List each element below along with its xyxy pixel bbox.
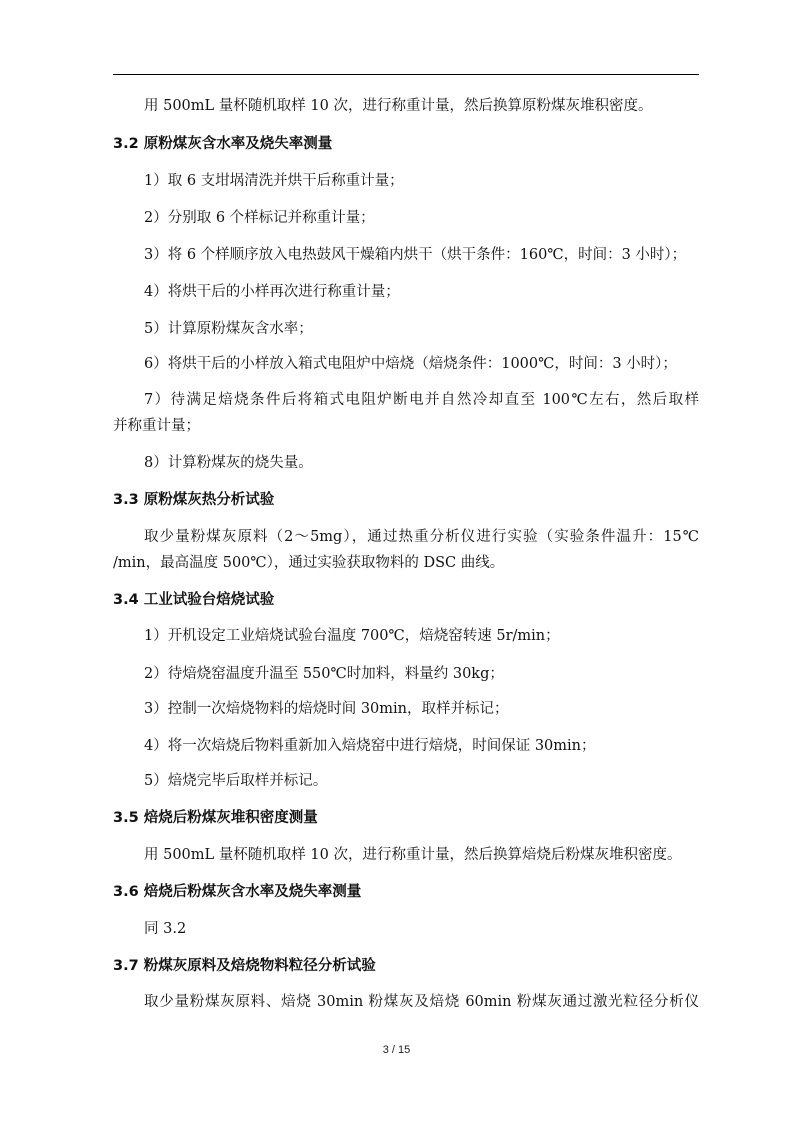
section-heading: 3.6 焙烧后粉煤灰含水率及烧失率测量 <box>113 884 362 900</box>
list-item: 6）将烘干后的小样放入箱式电阻炉中焙烧（焙烧条件：1000℃，时间：3 小时）； <box>144 356 677 372</box>
list-item: 5）焙烧完毕后取样并标记。 <box>144 773 328 789</box>
list-item: 4）将一次焙烧后物料重新加入焙烧窑中进行焙烧，时间保证 30min； <box>144 738 596 754</box>
list-item: 2）分别取 6 个样标记并称重计量； <box>144 210 375 226</box>
list-item: 1）开机设定工业焙烧试验台温度 700℃，焙烧窑转速 5r/min； <box>144 628 560 644</box>
list-item: 3）将 6 个样顺序放入电热鼓风干燥箱内烘干（烘干条件：160℃，时间：3 小时）； <box>144 247 687 263</box>
list-item: 7）待满足焙烧条件后将箱式电阻炉断电并自然冷却直至 100℃左右，然后取样 <box>144 392 699 408</box>
list-item: 1）取 6 支坩埚清洗并烘干后称重计量； <box>144 173 404 189</box>
list-item: 3）控制一次焙烧物料的焙烧时间 30min，取样并标记； <box>144 701 509 717</box>
list-item-continued: 并称重计量； <box>113 418 200 434</box>
paragraph: 取少量粉煤灰原料、焙烧 30min 粉煤灰及焙烧 60min 粉煤灰通过激光粒径分析仪 <box>144 994 699 1010</box>
section-heading: 3.2 原粉煤灰含水率及烧失率测量 <box>113 136 333 152</box>
section-heading: 3.4 工业试验台焙烧试验 <box>113 592 275 608</box>
list-item: 2）待焙烧窑温度升温至 550℃时加料，料量约 30kg； <box>144 666 504 682</box>
paragraph: 同 3.2 <box>144 921 187 937</box>
list-item: 8）计算粉煤灰的烧失量。 <box>144 455 313 471</box>
list-item: 4）将烘干后的小样再次进行称重计量； <box>144 284 400 300</box>
header-rule <box>113 74 699 75</box>
paragraph: 用 500mL 量杯随机取样 10 次，进行称重计量，然后换算焙烧后粉煤灰堆积密度。 <box>144 847 682 863</box>
paragraph: 取少量粉煤灰原料（2～5mg），通过热重分析仪进行实验（实验条件温升：15℃ <box>144 529 699 545</box>
list-item: 5）计算原粉煤灰含水率； <box>144 321 313 337</box>
section-heading: 3.5 焙烧后粉煤灰堆积密度测量 <box>113 810 318 826</box>
section-heading: 3.7 粉煤灰原料及焙烧物料粒径分析试验 <box>113 958 376 974</box>
section-heading: 3.3 原粉煤灰热分析试验 <box>113 492 275 508</box>
paragraph: 用 500mL 量杯随机取样 10 次，进行称重计量，然后换算原粉煤灰堆积密度。 <box>144 98 653 114</box>
page-number: 3 / 15 <box>382 1044 411 1056</box>
paragraph-continued: /min，最高温度 500℃），通过实验获取物料的 DSC 曲线。 <box>113 555 505 571</box>
